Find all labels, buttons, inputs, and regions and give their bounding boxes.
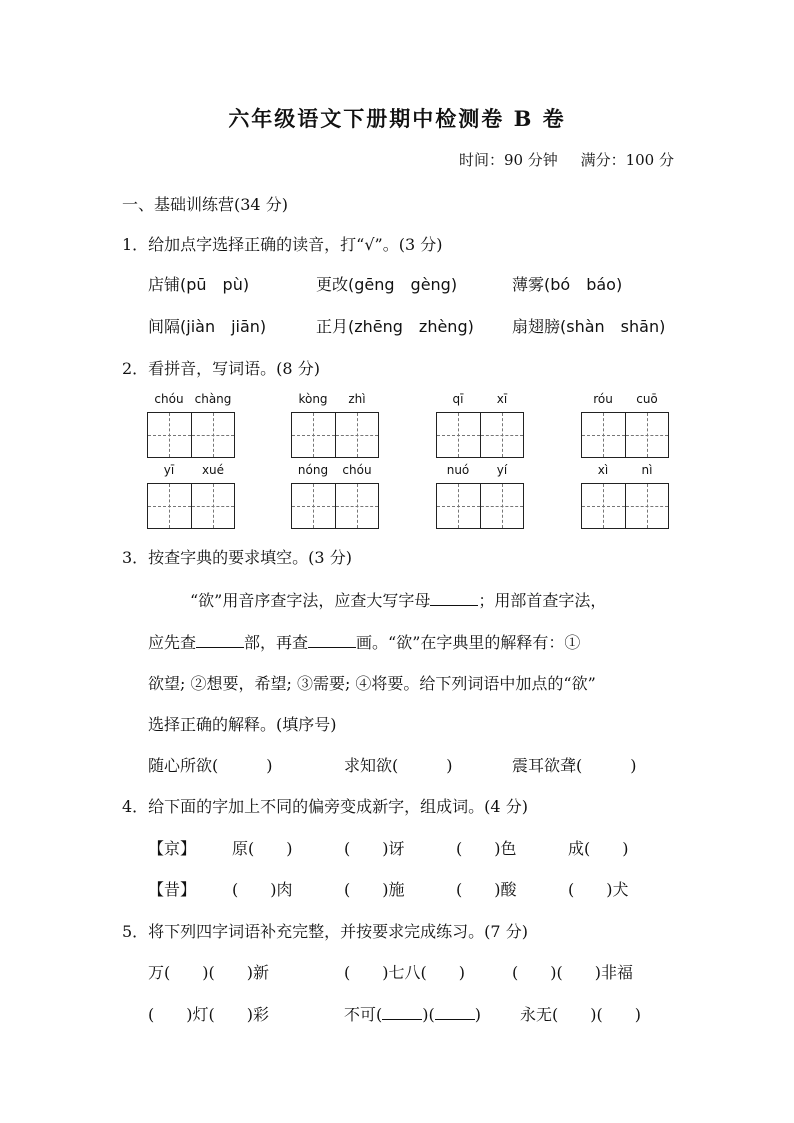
- q5-item[interactable]: ( )灯( )彩: [148, 1005, 269, 1024]
- pinyin: nóng: [297, 463, 329, 477]
- q5-item[interactable]: 永无( )( ): [520, 1005, 641, 1024]
- q4-item[interactable]: ( )犬: [568, 880, 629, 899]
- pinyin-grid: [436, 392, 524, 458]
- pinyin: chóu: [154, 392, 184, 406]
- q3-paragraph-line: “欲”用音序查字法，应查大写字母 ；用部首查字法，: [190, 591, 607, 610]
- q4-item[interactable]: ( )色: [456, 839, 517, 858]
- q3-paragraph-line: 选择正确的解释。(填序号): [148, 715, 337, 734]
- pinyin: yí: [496, 463, 508, 477]
- q1-prompt: 1．给加点字选择正确的读音，打“√”。(3 分): [122, 235, 443, 254]
- pinyin: chóu: [342, 463, 372, 477]
- q4-key-char: 【昔】: [148, 880, 197, 899]
- writing-boxes[interactable]: [147, 412, 235, 458]
- answer-blank[interactable]: [435, 1003, 475, 1020]
- pinyin-grid: [581, 463, 669, 529]
- pinyin: qī: [452, 392, 464, 406]
- q3-item[interactable]: 震耳欲聋( ): [512, 756, 637, 775]
- q3-item[interactable]: 求知欲( ): [344, 756, 453, 775]
- q4-item[interactable]: ( )肉: [232, 880, 293, 899]
- q2-prompt: 2．看拼音，写词语。(8 分): [122, 359, 320, 378]
- exam-meta: [459, 149, 674, 170]
- q4-item[interactable]: 原( ): [232, 839, 293, 858]
- pinyin-grid: [436, 463, 524, 529]
- pinyin-grid: [291, 392, 379, 458]
- pinyin: chàng: [194, 392, 232, 406]
- pinyin-grid: [147, 463, 235, 529]
- q1-item: 间隔(jiàn jiān): [148, 317, 267, 336]
- answer-blank[interactable]: [196, 631, 244, 648]
- q4-prompt: 4．给下面的字加上不同的偏旁变成新字，组成词。(4 分): [122, 797, 528, 816]
- q1-item: 店铺(pū pù): [148, 275, 250, 294]
- pinyin: xī: [496, 392, 508, 406]
- pinyin: zhì: [348, 392, 366, 406]
- q5-item[interactable]: ( )七八( ): [344, 963, 465, 982]
- pinyin: cuō: [636, 392, 658, 406]
- q3-paragraph-line: 应先查 部，再查 画。“欲”在字典里的解释有：①: [148, 633, 581, 652]
- q4-item[interactable]: ( )酸: [456, 880, 517, 899]
- q1-item: 正月(zhēng zhèng): [316, 317, 474, 336]
- pinyin-grid: [291, 463, 379, 529]
- q5-prompt: 5．将下列四字词语补充完整，并按要求完成练习。(7 分): [122, 922, 528, 941]
- exam-score: 满分：100 分: [580, 151, 674, 169]
- q5-item[interactable]: 万( )( )新: [148, 963, 269, 982]
- q3-item[interactable]: 随心所欲( ): [148, 756, 273, 775]
- answer-blank[interactable]: [308, 631, 356, 648]
- writing-boxes[interactable]: [147, 483, 235, 529]
- pinyin: xì: [597, 463, 609, 477]
- writing-boxes[interactable]: [581, 412, 669, 458]
- section-heading: 一、基础训练营(34 分): [122, 195, 288, 214]
- q4-item[interactable]: ( )讶: [344, 839, 405, 858]
- q5-item[interactable]: 不可( )( ): [344, 1005, 481, 1024]
- q1-item: 更改(gēng gèng): [316, 275, 458, 294]
- writing-boxes[interactable]: [291, 412, 379, 458]
- pinyin: xué: [201, 463, 225, 477]
- pinyin: róu: [593, 392, 613, 406]
- writing-boxes[interactable]: [436, 483, 524, 529]
- q4-item[interactable]: ( )施: [344, 880, 405, 899]
- pinyin: yī: [163, 463, 175, 477]
- answer-blank[interactable]: [382, 1003, 422, 1020]
- writing-boxes[interactable]: [581, 483, 669, 529]
- q4-key-char: 【京】: [148, 839, 197, 858]
- q5-item[interactable]: ( )( )非福: [512, 963, 633, 982]
- q3-paragraph-line: 欲望; ②想要，希望; ③需要; ④将要。给下列词语中加点的“欲”: [148, 674, 596, 693]
- pinyin-grid: [581, 392, 669, 458]
- q1-item: 扇翅膀(shàn shān): [512, 317, 666, 336]
- q3-prompt: 3．按查字典的要求填空。(3 分): [122, 548, 352, 567]
- pinyin: kòng: [298, 392, 328, 406]
- writing-boxes[interactable]: [436, 412, 524, 458]
- pinyin: nì: [641, 463, 653, 477]
- q4-item[interactable]: 成( ): [568, 839, 629, 858]
- q1-item: 薄雾(bó báo): [512, 275, 623, 294]
- pinyin: nuó: [446, 463, 470, 477]
- exam-time: 时间：90 分钟: [458, 151, 558, 169]
- pinyin-grid: [147, 392, 235, 458]
- answer-blank[interactable]: [430, 589, 478, 606]
- writing-boxes[interactable]: [291, 483, 379, 529]
- page-title: 六年级语文下册期中检测卷 B 卷: [228, 106, 566, 131]
